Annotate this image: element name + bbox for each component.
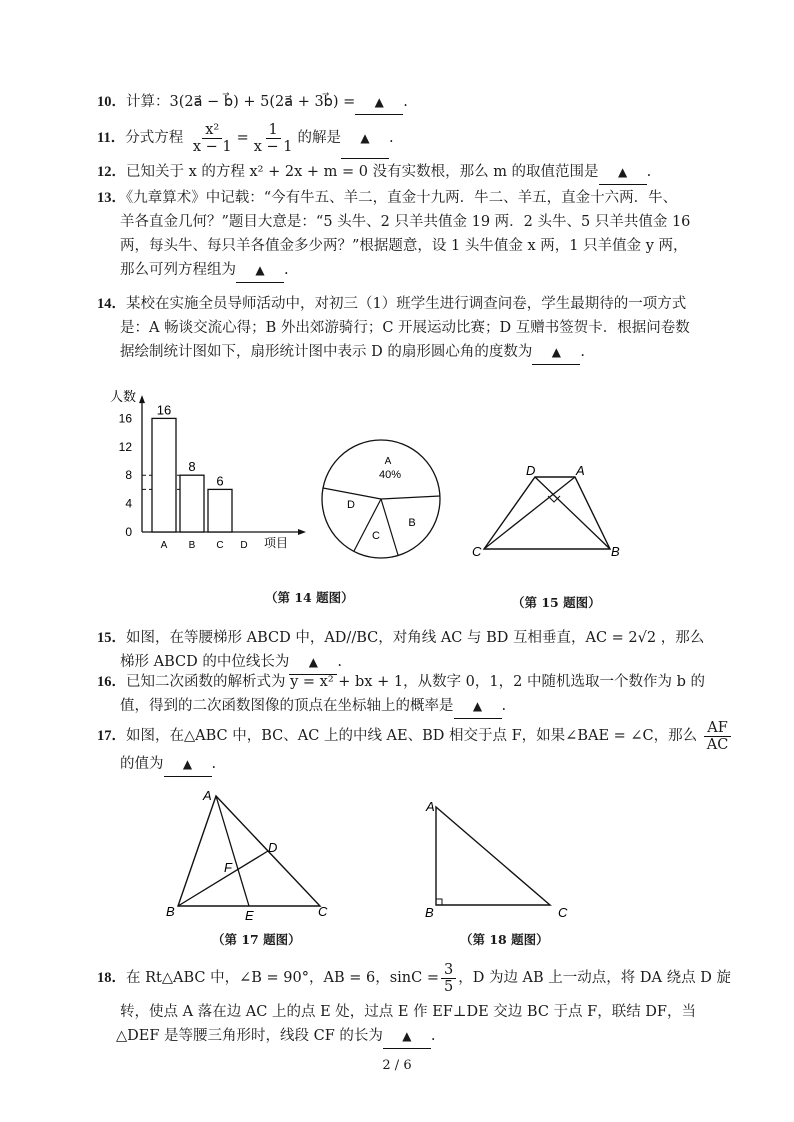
question-text: 的解是	[297, 130, 342, 146]
x-tick-label: B	[188, 540, 196, 551]
figure-14-caption: （第 14 题图）	[265, 590, 354, 605]
answer-blank: ▲	[289, 650, 337, 675]
question-16-last-line: 值，得到的二次函数图像的顶点在坐标轴上的概率是 ▲ .	[120, 694, 506, 719]
question-number: 17．	[97, 728, 126, 744]
answer-blank: ▲	[355, 90, 403, 115]
numerator: AF	[704, 720, 731, 737]
question-line: 梯形 ABCD 的中位线长为	[120, 654, 290, 670]
answer-blank: ▲	[383, 1024, 431, 1049]
answer-blank: ▲	[532, 340, 580, 365]
numerator: 1	[266, 122, 281, 139]
figure-15-caption: （第 15 题图）	[512, 595, 601, 610]
question-line: 某校在实施全员导师活动中，对初三（1）班学生进行调查问卷，学生最期待的一项方式	[126, 296, 687, 312]
pie-divider	[381, 496, 440, 499]
numerator: 3	[441, 962, 456, 979]
figure-18-caption: （第 18 题图）	[460, 932, 549, 947]
question-line: △DEF 是等腰三角形时，线段 CF 的长为	[116, 1028, 383, 1044]
question-line: 值，得到的二次函数图像的顶点在坐标轴上的概率是	[120, 698, 454, 714]
x-tick-label: D	[240, 540, 248, 551]
denominator: 5	[443, 978, 454, 995]
y-tick-label: 8	[125, 468, 132, 483]
answer-blank: ▲	[236, 258, 284, 283]
question-text: 计算：3(2a⃗ − b⃗) + 5(2a⃗ + 3b⃗) =	[126, 94, 356, 110]
right-angle-mark	[436, 899, 442, 905]
pie-divider	[323, 488, 381, 499]
pie-label-a: A	[384, 456, 392, 467]
question-line: 据绘制统计图如下，扇形统计图中表示 D 的扇形圆心角的度数为	[120, 344, 533, 360]
question-number: 13．	[97, 190, 126, 206]
question-line: 那么可列方程组为	[120, 262, 236, 278]
figure-17-triangle	[160, 786, 340, 926]
question-11: 11．分式方程 $\frac{\text{x²}}{x - 1}$ = $\frac{1}{x - 1}$ 的解是 ▲ .	[97, 118, 394, 159]
pie-divider	[381, 499, 398, 555]
question-text: 已知关于 x 的方程 x² + 2x + m = 0 没有实数根，那么 m 的取值范围是	[126, 164, 599, 180]
label-d: D	[526, 463, 536, 478]
median-bd	[178, 851, 268, 906]
diagonal-bd	[535, 477, 610, 549]
pie-label-b: B	[408, 517, 416, 529]
numerator: x²	[202, 122, 222, 139]
answer-blank: ▲	[164, 752, 212, 777]
x-tick-label: C	[216, 540, 224, 551]
question-12: 12．已知关于 x 的方程 x² + 2x + m = 0 没有实数根，那么 m 的取值范围是 ▲ .	[97, 160, 651, 185]
fraction	[190, 122, 235, 155]
question-16	[97, 670, 705, 694]
question-15-last-line: 梯形 ABCD 的中位线长为 ▲ .	[120, 650, 342, 675]
y-axis-label: 人数	[110, 389, 137, 405]
question-line: 的值为	[120, 756, 164, 772]
question-line: 已知二次函数的解析式为 y = x² + bx + 1，从数字 0，1，2 中随机选取一个数作为 b 的	[126, 674, 705, 690]
question-13	[97, 186, 677, 210]
question-14-last-line: 据绘制统计图如下，扇形统计图中表示 D 的扇形圆心角的度数为 ▲ .	[120, 340, 585, 365]
question-number: 15．	[97, 630, 126, 646]
question-14	[97, 292, 686, 316]
question-17	[97, 716, 733, 756]
triangle-abc	[436, 807, 550, 905]
question-number: 11．	[97, 130, 126, 146]
y-tick-label: 12	[118, 439, 132, 454]
label-e: E	[245, 908, 254, 923]
label-a: A	[576, 463, 585, 478]
question-line: 是：A 畅谈交流心得；B 外出郊游骑行；C 开展运动比赛；D 互赠书签贺卡．根据问卷数	[120, 320, 690, 336]
label-d: D	[268, 840, 278, 855]
triangle-abc	[178, 796, 320, 906]
fraction	[251, 122, 296, 155]
question-18	[97, 958, 731, 998]
question-number: 12．	[97, 164, 126, 180]
question-line: 如图，在等腰梯形 ABCD 中，AD//BC，对角线 AC 与 BD 互相垂直，AC = 2√2 ，那么	[126, 630, 705, 646]
question-text: 分式方程	[125, 130, 184, 146]
question-number: 10．	[97, 94, 126, 110]
equals-sign: =	[236, 130, 249, 146]
label-b: B	[611, 544, 620, 559]
x-tick-label: A	[160, 540, 168, 551]
y-axis-arrow	[139, 395, 145, 403]
denominator: x − 1	[253, 138, 293, 155]
label-b: B	[166, 904, 175, 919]
data-label: 8	[188, 459, 196, 475]
question-text: ，D 为边 AB 上一动点，将 DA 绕点 D 旋	[458, 970, 731, 986]
question-15	[97, 626, 704, 650]
question-number: 18．	[97, 970, 126, 986]
figure-18-triangle	[420, 795, 580, 920]
data-label: 16	[156, 402, 172, 418]
figure-17-caption: （第 17 题图）	[212, 932, 301, 947]
answer-blank: ▲	[341, 118, 389, 159]
label-c: C	[472, 544, 482, 559]
question-number: 14．	[97, 296, 126, 312]
label-a: A	[203, 788, 212, 803]
label-b: B	[425, 905, 434, 920]
denominator: AC	[706, 736, 729, 753]
x-axis-arrow	[298, 529, 306, 535]
page-number: 2 / 6	[382, 1058, 412, 1073]
question-18-last-line: △DEF 是等腰三角形时，线段 CF 的长为 ▲ .	[116, 1024, 436, 1049]
y-tick-label: 16	[118, 411, 132, 426]
fraction	[441, 962, 456, 995]
question-line: 两，每头牛、每只羊各值金多少两？”根据题意，设 1 头牛值金 x 两，1 只羊值金 y 两，	[120, 238, 688, 254]
question-line: 如图，在△ABC 中，BC、AC 上的中线 AE、BD 相交于点 F，如果∠BAE = ∠C，那么	[126, 728, 698, 744]
label-a: A	[426, 799, 435, 814]
question-line: 转，使点 A 落在边 AC 上的点 E 处，过点 E 作 EF⊥DE 交边 BC 于点 F，联结 DF，当	[120, 1004, 696, 1020]
pie-divider	[354, 499, 381, 551]
data-label: 6	[216, 473, 224, 489]
answer-blank: ▲	[454, 694, 502, 719]
question-10: 10．计算：3(2a⃗ − b⃗) + 5(2a⃗ + 3b⃗) = ▲ .	[97, 90, 408, 115]
pie-label-c: C	[372, 530, 380, 542]
bar-b	[180, 475, 204, 532]
y-tick-label: 0	[125, 525, 132, 539]
pie-label-a-percent: 40%	[378, 469, 402, 481]
fraction	[704, 720, 732, 753]
question-number: 16．	[97, 674, 126, 690]
figure-15-trapezoid	[470, 456, 630, 561]
bar-chart	[100, 366, 320, 566]
denominator: x − 1	[192, 138, 232, 155]
question-text: 在 Rt△ABC 中，∠B = 90°，AB = 6，sinC =	[126, 970, 439, 986]
x-axis-label: 项目	[264, 536, 289, 550]
question-line: 《九章算术》中记载：“今有牛五、羊二，直金十九两．牛二、羊五，直金十六两．牛、	[126, 190, 678, 206]
answer-blank: ▲	[599, 160, 647, 185]
label-c: C	[558, 905, 568, 920]
y-tick-label: 4	[125, 496, 132, 511]
question-17-last-line: 的值为 ▲ .	[120, 752, 216, 777]
label-f: F	[224, 860, 232, 875]
question-13-last-line: 那么可列方程组为 ▲ .	[120, 258, 289, 283]
pie-chart	[318, 436, 448, 566]
bar-a	[152, 418, 176, 532]
label-c: C	[318, 904, 328, 919]
pie-label-d: D	[347, 499, 355, 511]
question-line: 羊各直金几何？”题目大意是：“5 头牛、2 只羊共值金 19 两．2 头牛、5 只羊共值金 16	[120, 214, 691, 230]
diagonal-ac	[484, 477, 575, 549]
bar-c	[208, 489, 232, 532]
